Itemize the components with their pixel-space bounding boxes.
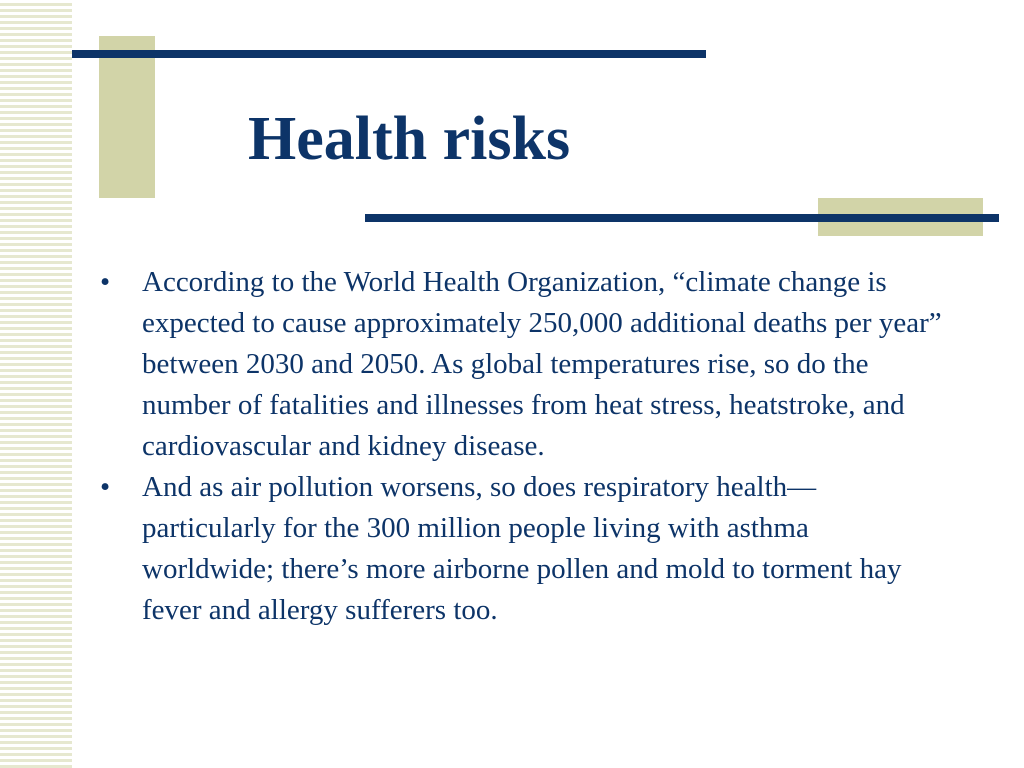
decorative-rule-top bbox=[72, 50, 706, 58]
bullet-icon: • bbox=[100, 471, 111, 503]
decorative-accent-block-left bbox=[99, 36, 155, 198]
bullet-list bbox=[98, 262, 948, 631]
bullet-icon: • bbox=[100, 266, 111, 298]
bullet-text: According to the World Health Organization, “climate change is expected to cause approximately 250,000 additional deaths per year” between 2030 and 2050. As global temperatures rise, so do the number of fatalities and illnesses from heat stress, heatstroke, and cardiovascular and kidney disease. bbox=[142, 266, 942, 462]
bullet-item bbox=[98, 467, 948, 631]
slide-title: Health risks bbox=[248, 105, 571, 173]
decorative-stripe-band bbox=[0, 0, 72, 768]
decorative-rule-bottom bbox=[365, 214, 999, 222]
bullet-text: And as air pollution worsens, so does respiratory health—particularly for the 300 million people living with asthma worldwide; there’s more airborne pollen and mold to torment hay fever and allergy sufferers too. bbox=[142, 471, 902, 626]
bullet-item bbox=[98, 262, 948, 467]
